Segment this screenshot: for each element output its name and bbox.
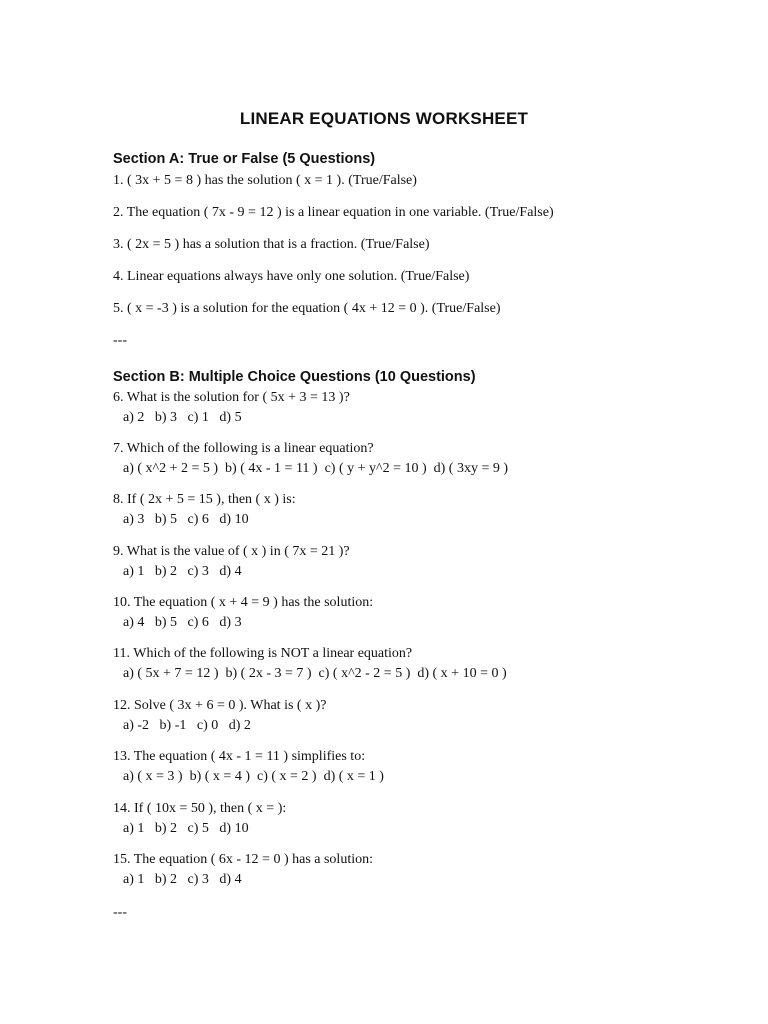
question-2: 2. The equation ( 7x - 9 = 12 ) is a linear equation in one variable. (True/False): [113, 205, 554, 220]
question-7-options: a) ( x^2 + 2 = 5 ) b) ( 4x - 1 = 11 ) c) ( y + y^2 = 10 ) d) ( 3xy = 9 ): [123, 461, 509, 476]
question-6-options: a) 2 b) 3 c) 1 d) 5: [123, 410, 242, 425]
page-title: LINEAR EQUATIONS WORKSHEET: [239, 109, 529, 128]
question-10-options: a) 4 b) 5 c) 6 d) 3: [123, 615, 242, 630]
question-5: 5. ( x = -3 ) is a solution for the equation ( 4x + 12 = 0 ). (True/False): [113, 301, 501, 316]
question-12: 12. Solve ( 3x + 6 = 0 ). What is ( x )?: [113, 698, 327, 713]
question-15-options: a) 1 b) 2 c) 3 d) 4: [123, 872, 242, 887]
question-8: 8. If ( 2x + 5 = 15 ), then ( x ) is:: [113, 492, 296, 507]
question-9-options: a) 1 b) 2 c) 3 d) 4: [123, 564, 242, 579]
question-13-options: a) ( x = 3 ) b) ( x = 4 ) c) ( x = 2 ) d) ( x = 1 ): [123, 769, 384, 784]
section-b-heading: Section B: Multiple Choice Questions (10 Questions): [113, 369, 476, 385]
question-9: 9. What is the value of ( x ) in ( 7x = 21 )?: [113, 544, 350, 559]
question-14-options: a) 1 b) 2 c) 5 d) 10: [123, 821, 249, 836]
separator: ---: [113, 333, 127, 348]
question-8-options: a) 3 b) 5 c) 6 d) 10: [123, 512, 249, 527]
question-6: 6. What is the solution for ( 5x + 3 = 13 )?: [113, 390, 350, 405]
question-10: 10. The equation ( x + 4 = 9 ) has the solution:: [113, 595, 374, 610]
question-4: 4. Linear equations always have only one solution. (True/False): [113, 269, 470, 284]
question-11: 11. Which of the following is NOT a linear equation?: [113, 646, 413, 661]
question-11-options: a) ( 5x + 7 = 12 ) b) ( 2x - 3 = 7 ) c) ( x^2 - 2 = 5 ) d) ( x + 10 = 0 ): [123, 666, 507, 681]
separator: ---: [113, 905, 127, 920]
question-14: 14. If ( 10x = 50 ), then ( x = ):: [113, 801, 287, 816]
section-a-heading: Section A: True or False (5 Questions): [113, 151, 376, 167]
question-7: 7. Which of the following is a linear equation?: [113, 441, 374, 456]
question-1: 1. ( 3x + 5 = 8 ) has the solution ( x = 1 ). (True/False): [113, 173, 417, 188]
question-13: 13. The equation ( 4x - 1 = 11 ) simplifies to:: [113, 749, 366, 764]
question-3: 3. ( 2x = 5 ) has a solution that is a fraction. (True/False): [113, 237, 430, 252]
question-12-options: a) -2 b) -1 c) 0 d) 2: [123, 718, 251, 733]
question-15: 15. The equation ( 6x - 12 = 0 ) has a solution:: [113, 852, 373, 867]
